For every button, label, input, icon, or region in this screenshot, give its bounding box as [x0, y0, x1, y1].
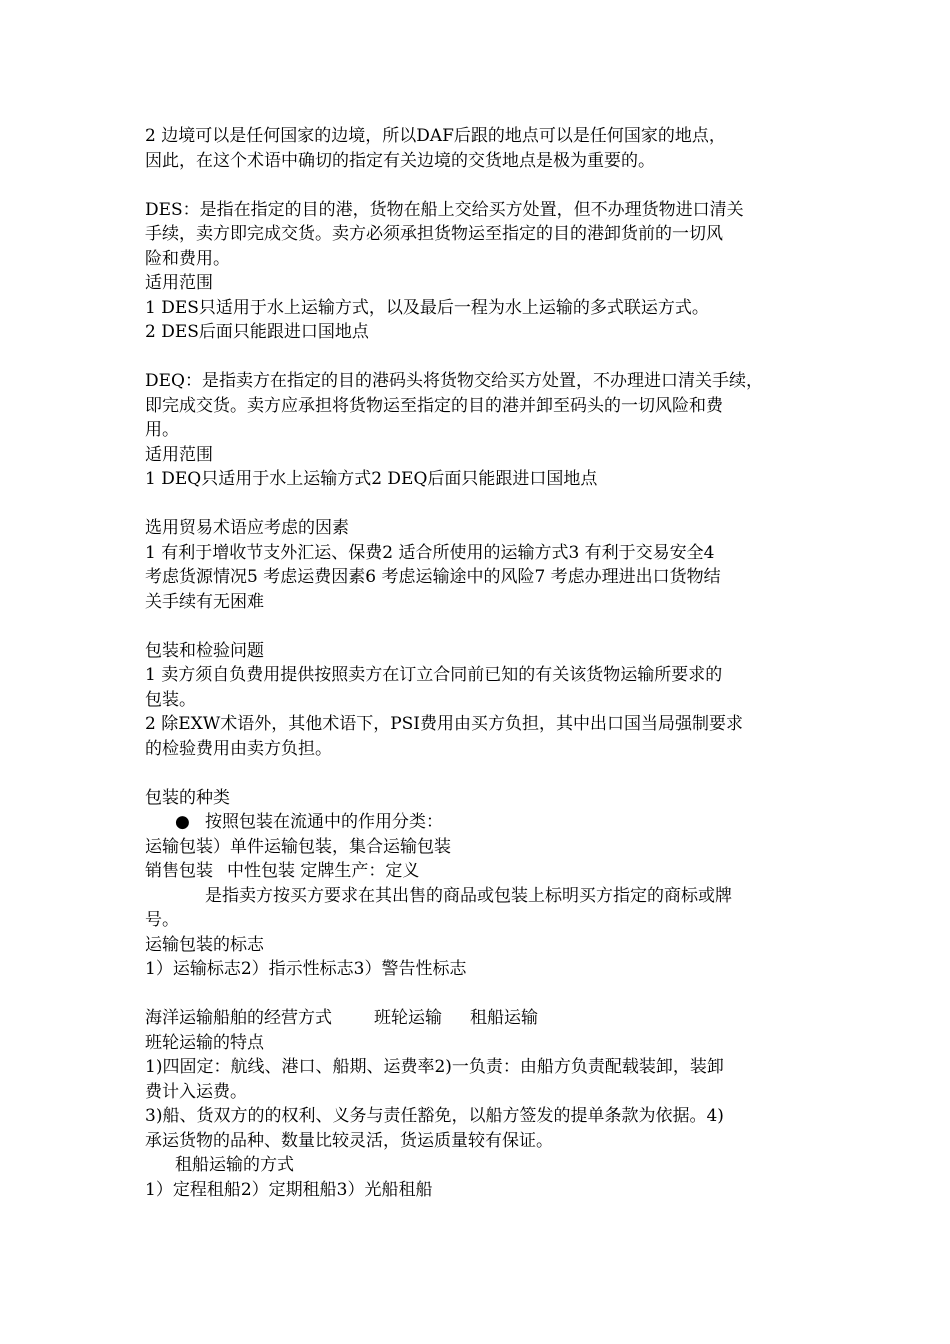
- text-line: 是指卖方按买方要求在其出售的商品或包装上标明买方指定的商标或牌: [205, 885, 732, 906]
- section-heading: 班轮运输的特点: [145, 1032, 264, 1053]
- text-line: 因此，在这个术语中确切的指定有关边境的交货地点是极为重要的。: [145, 150, 655, 171]
- text-line: 考虑货源情况5 考虑运费因素6 考虑运输途中的风险7 考虑办理进出口货物结: [145, 567, 721, 587]
- text-line: [145, 859, 815, 884]
- text-line: DEQ：是指卖方在指定的目的港码头将货物交给买方处置，不办理进口清关手续，: [145, 371, 763, 391]
- text-line: 运输包装）单件运输包装，集合运输包装: [145, 836, 451, 857]
- section-heading: 适用范围: [145, 444, 213, 465]
- text-line: 包装。: [145, 689, 196, 710]
- ship-ops-heading: 海洋运输船舶的经营方式: [145, 1008, 332, 1028]
- text-line: 即完成交货。卖方应承担将货物运至指定的目的港并卸至码头的一切风险和费: [145, 395, 723, 416]
- section-heading: 运输包装的标志: [145, 934, 264, 955]
- section-heading: 包装和检验问题: [145, 640, 264, 661]
- text-line: 1）运输标志2）指示性标志3）警告性标志: [145, 959, 467, 979]
- neutral-pack: 中性包装 定牌生产：定义: [227, 861, 420, 881]
- text-line: 险和费用。: [145, 248, 230, 269]
- section-heading: 适用范围: [145, 273, 213, 293]
- text-line: 关手续有无困难: [145, 591, 264, 612]
- text-line: 的检验费用由卖方负担。: [145, 738, 332, 759]
- text-line: 1 卖方须自负费用提供按照卖方在订立合同前已知的有关该货物运输所要求的: [145, 665, 723, 685]
- text-line: 承运货物的品种、数量比较灵活，货运质量较有保证。: [145, 1130, 553, 1151]
- text-line: 费计入运费。: [145, 1081, 247, 1102]
- section-heading: 选用贸易术语应考虑的因素: [145, 518, 349, 538]
- sales-pack: 销售包装: [145, 861, 213, 881]
- text-line: 1 有利于增收节支外汇运、保费2 适合所使用的运输方式3 有利于交易安全4: [145, 542, 715, 563]
- bullet-icon: ●: [175, 812, 190, 832]
- text-line: 2 除EXW术语外，其他术语下，PSI费用由买方负担，其中出口国当局强制要求: [145, 714, 744, 734]
- section-heading: 租船运输的方式: [175, 1155, 294, 1175]
- bullet-text: 按照包装在流通中的作用分类：: [205, 812, 443, 832]
- text-line: 3)船、货双方的的权利、义务与责任豁免，以船方签发的提单条款为依据。4): [145, 1106, 724, 1126]
- text-line: 1 DEQ只适用于水上运输方式2 DEQ后面只能跟进口国地点: [145, 469, 598, 489]
- text-line: 用。: [145, 420, 179, 440]
- section-heading: 包装的种类: [145, 787, 230, 808]
- text-line: 2 DES后面只能跟进口国地点: [145, 322, 369, 342]
- liner-shipping: 班轮运输: [374, 1008, 442, 1028]
- text-line: 1）定程租船2）定期租船3）光船租船: [145, 1179, 433, 1200]
- text-line: [145, 1006, 815, 1031]
- text-line: 1 DES只适用于水上运输方式，以及最后一程为水上运输的多式联运方式。: [145, 297, 709, 318]
- text-line: 1)四固定：航线、港口、船期、运费率2)一负责：由船方负责配载装卸，装卸: [145, 1057, 724, 1077]
- charter-shipping: 租船运输: [470, 1008, 538, 1028]
- bullet-item: [145, 810, 815, 835]
- text-line: 手续，卖方即完成交货。卖方必须承担货物运至指定的目的港卸货前的一切风: [145, 224, 723, 244]
- text-line: 2 边境可以是任何国家的边境，所以DAF后跟的地点可以是任何国家的地点，: [145, 126, 726, 146]
- text-line: 号。: [145, 910, 179, 930]
- text-line: DES：是指在指定的目的港，货物在船上交给买方处置，但不办理货物进口清关: [145, 199, 744, 220]
- document-body: [145, 124, 815, 1202]
